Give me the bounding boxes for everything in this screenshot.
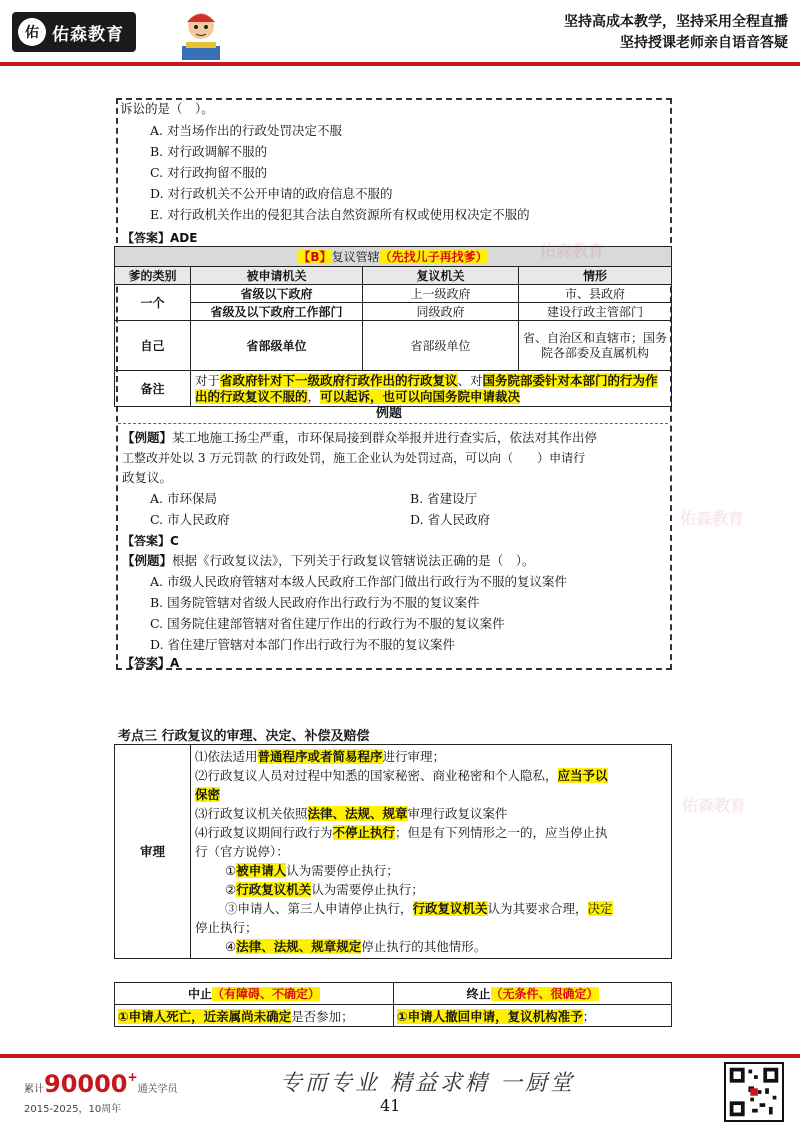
example-text: 根据《行政复议法》，下列关于行政复议管辖说法正确的是（ ）。 xyxy=(172,553,535,568)
brand-logo xyxy=(12,12,136,52)
review-item-4 xyxy=(195,823,667,842)
logo-text: 佑森教育 xyxy=(52,24,124,45)
suspend-label: 中止 xyxy=(187,987,212,1001)
table-row-note xyxy=(115,371,672,407)
example2-option-c: C. 国务院住建部管辖对省住建厅作出的行政行为不服的复议案件 xyxy=(150,616,505,631)
example1-line3: 政复议。 xyxy=(122,470,173,485)
item-highlight: 行政复议机关 xyxy=(412,901,488,916)
section-title: 考点三 行政复议的审理、决定、补偿及赔偿 xyxy=(118,729,370,744)
examples-title: 例题 xyxy=(376,406,403,421)
note-text: 、对 xyxy=(457,372,483,388)
example1-line1 xyxy=(122,429,597,447)
item-highlight: 法律、法规、规章 xyxy=(307,806,408,821)
stat-years: 2015-2025，10周年 xyxy=(24,1104,122,1115)
answer-label: 【答案】 xyxy=(122,656,171,670)
header-cell: 复议机关 xyxy=(363,267,519,285)
table-row xyxy=(115,321,672,371)
authority-cell: 省部级单位 xyxy=(363,321,519,371)
item-text: ① xyxy=(225,863,237,878)
mascot-icon xyxy=(176,6,226,62)
question-stem: 诉讼的是（ ）。 xyxy=(120,101,214,116)
item-highlight: 应当予以 xyxy=(557,768,608,783)
sub-header-row xyxy=(115,983,672,1005)
item-text: ② xyxy=(225,882,237,897)
table-row xyxy=(115,285,672,303)
suspend-item xyxy=(115,1005,394,1027)
item-text: ⑵行政复议人员对过程中知悉的国家秘密、商业秘密和个人隐私， xyxy=(195,768,558,783)
note-text: ， xyxy=(307,388,321,404)
title-tag: 【B】 xyxy=(298,250,332,264)
watermark: 佑森教育 xyxy=(682,796,747,815)
review-sub-2 xyxy=(195,880,667,899)
answer-label: 【答案】 xyxy=(122,534,171,548)
example-label: 【例题】 xyxy=(122,430,173,445)
item-highlight: 被申请人 xyxy=(236,863,287,878)
item-text: ③申请人、第三人申请停止执行， xyxy=(225,901,413,916)
suspend-terminate-table xyxy=(114,982,672,1027)
item-highlight: ①申请人死亡，近亲属尚未确定 xyxy=(118,1008,292,1024)
note-highlight: 可以起诉，也可以向国务院申请裁决 xyxy=(320,388,521,404)
item-text: ④ xyxy=(225,939,237,954)
category-cell: 自己 xyxy=(115,321,191,371)
header-cell: 被申请机关 xyxy=(191,267,363,285)
suspend-header xyxy=(115,983,394,1005)
item-text: ⑷行政复议期间行政行为 xyxy=(195,825,333,840)
review-item-2 xyxy=(195,766,667,785)
example1-option-a: A. 市环保局 xyxy=(150,491,217,506)
item-text: ⑴依法适用 xyxy=(195,749,258,764)
review-label: 审理 xyxy=(115,745,191,959)
page-header xyxy=(0,0,800,66)
jurisdiction-table xyxy=(114,246,672,407)
item-text: 认为其要求合理， xyxy=(487,901,588,916)
slogan-line-1: 坚持高成本教学，坚持采用全程直播 xyxy=(564,14,788,30)
header-cell: 爹的类别 xyxy=(115,267,191,285)
qr-code-icon xyxy=(724,1062,784,1122)
item-text: 是否参加； xyxy=(291,1008,354,1024)
review-sub-3 xyxy=(195,899,667,918)
watermark: 佑森教育 xyxy=(680,509,745,528)
answer-value: A xyxy=(170,656,180,670)
example-text: 某工地施工扬尘严重，市环保局接到群众举报并进行查实后，依法对其作出停 xyxy=(172,430,598,445)
answer-line xyxy=(122,229,197,247)
header-divider xyxy=(0,62,800,66)
item-highlight: ①申请人撤回申请，复议机构准予 xyxy=(397,1008,583,1024)
example1-answer xyxy=(122,532,179,550)
examples-divider xyxy=(118,423,668,424)
stat-plus: + xyxy=(127,1070,138,1084)
logo-seal-icon: 佑 xyxy=(18,18,46,46)
case-cell: 建设行政主管部门 xyxy=(519,303,672,321)
authority-cell: 同级政府 xyxy=(363,303,519,321)
option-c: C. 对行政拘留不服的 xyxy=(150,165,268,180)
example-label: 【例题】 xyxy=(122,553,173,568)
example2-answer xyxy=(122,654,179,672)
example1-option-c: C. 市人民政府 xyxy=(150,512,230,527)
title-note: （先找儿子再找爹） xyxy=(379,250,488,264)
item-text: ⑶行政复议机关依照 xyxy=(195,806,308,821)
authority-cell: 上一级政府 xyxy=(363,285,519,303)
option-a: A. 对当场作出的行政处罚决定不服 xyxy=(150,123,342,138)
header-cell: 情形 xyxy=(519,267,672,285)
page-number: 41 xyxy=(380,1096,401,1115)
note-highlight: 省政府针对下一级政府行政作出的行政复议 xyxy=(220,372,458,388)
review-sub-3-cont: 停止执行； xyxy=(195,920,258,935)
item-text: ； xyxy=(582,1008,596,1024)
item-highlight: 不停止执行 xyxy=(332,825,396,840)
review-table xyxy=(114,744,672,959)
option-d: D. 对行政机关不公开申请的政府信息不服的 xyxy=(150,186,393,201)
note-content xyxy=(191,371,672,407)
stat-prefix: 累计 xyxy=(24,1084,44,1095)
example1-line2: 工整改并处以 3 万元罚款 的行政处罚，施工企业认为处罚过高，可以向（ ）申请行 xyxy=(122,451,586,465)
example2-option-a: A. 市级人民政府管辖对本级人民政府工作部门做出行政行为不服的复议案件 xyxy=(150,574,567,589)
item-highlight: 保密 xyxy=(195,787,221,802)
example2-option-d: D. 省住建厅管辖对本部门作出行政行为不服的复议案件 xyxy=(150,637,456,652)
example2-stem xyxy=(122,552,535,570)
answer-value: C xyxy=(170,534,179,548)
review-item-2-cont xyxy=(195,785,667,804)
review-sub-4 xyxy=(195,937,667,956)
review-row xyxy=(115,745,672,959)
option-b: B. 对行政调解不服的 xyxy=(150,144,268,159)
note-text: 对于 xyxy=(195,372,221,388)
terminate-header xyxy=(394,983,672,1005)
item-highlight: 决定 xyxy=(587,901,613,916)
table-row xyxy=(115,1005,672,1027)
example2-option-b: B. 国务院管辖对省级人民政府作出行政行为不服的复议案件 xyxy=(150,595,480,610)
item-text: 停止执行的其他情形。 xyxy=(361,939,487,954)
handwritten-signature: 专而专业 精益求精 一厨堂 xyxy=(280,1071,575,1096)
case-cell: 省、自治区和直辖市；国务院各部委及直属机构 xyxy=(519,321,672,371)
answer-value: ADE xyxy=(170,231,198,245)
learner-stat xyxy=(24,1070,178,1115)
item-highlight: 法律、法规、规章规定 xyxy=(236,939,362,954)
item-highlight: 普通程序或者简易程序 xyxy=(257,749,383,764)
terminate-label: 终止 xyxy=(466,987,491,1001)
respondent-cell: 省部级单位 xyxy=(191,321,363,371)
item-text: 进行审理； xyxy=(382,749,446,764)
case-cell: 市、县政府 xyxy=(519,285,672,303)
review-item-4-cont: 行（官方说停）： xyxy=(195,844,289,859)
review-item-3 xyxy=(195,804,667,823)
review-content xyxy=(191,745,672,959)
terminate-note: （无条件、很确定） xyxy=(490,987,599,1001)
table-header-row xyxy=(115,267,672,285)
suspend-note: （有障碍、不确定） xyxy=(212,987,321,1001)
example1-option-d: D. 省人民政府 xyxy=(410,512,491,527)
review-sub-1 xyxy=(195,861,667,880)
watermark: 佑森教育 xyxy=(540,241,605,260)
terminate-item xyxy=(394,1005,672,1027)
item-text: ；但是有下列情形之一的，应当停止执 xyxy=(395,825,608,840)
respondent-cell: 省级及以下政府工作部门 xyxy=(191,303,363,321)
category-cell: 一个 xyxy=(115,285,191,321)
slogan-line-2: 坚持授课老师亲自语音答疑 xyxy=(620,35,788,51)
answer-label: 【答案】 xyxy=(122,231,171,245)
item-text: 认为需要停止执行； xyxy=(311,882,424,897)
table-row xyxy=(115,303,672,321)
review-item-1 xyxy=(195,747,667,766)
stat-number: 90000 xyxy=(44,1070,128,1098)
item-text: 认为需要停止执行； xyxy=(286,863,399,878)
note-highlight: 国务院部委针对本部门的行为作出的行政复议不服的 xyxy=(195,372,658,404)
title-text: 复议管辖 xyxy=(331,250,380,264)
stat-suffix: 通关学员 xyxy=(137,1084,178,1095)
footer-divider xyxy=(0,1054,800,1058)
header-slogan xyxy=(564,12,788,54)
item-highlight: 行政复议机关 xyxy=(236,882,312,897)
respondent-cell: 省级以下政府 xyxy=(191,285,363,303)
note-label: 备注 xyxy=(115,371,191,407)
option-e: E. 对行政机关作出的侵犯其合法自然资源所有权或使用权决定不服的 xyxy=(150,207,530,222)
example1-option-b: B. 省建设厅 xyxy=(410,491,478,506)
item-text: 审理行政复议案件 xyxy=(407,806,508,821)
